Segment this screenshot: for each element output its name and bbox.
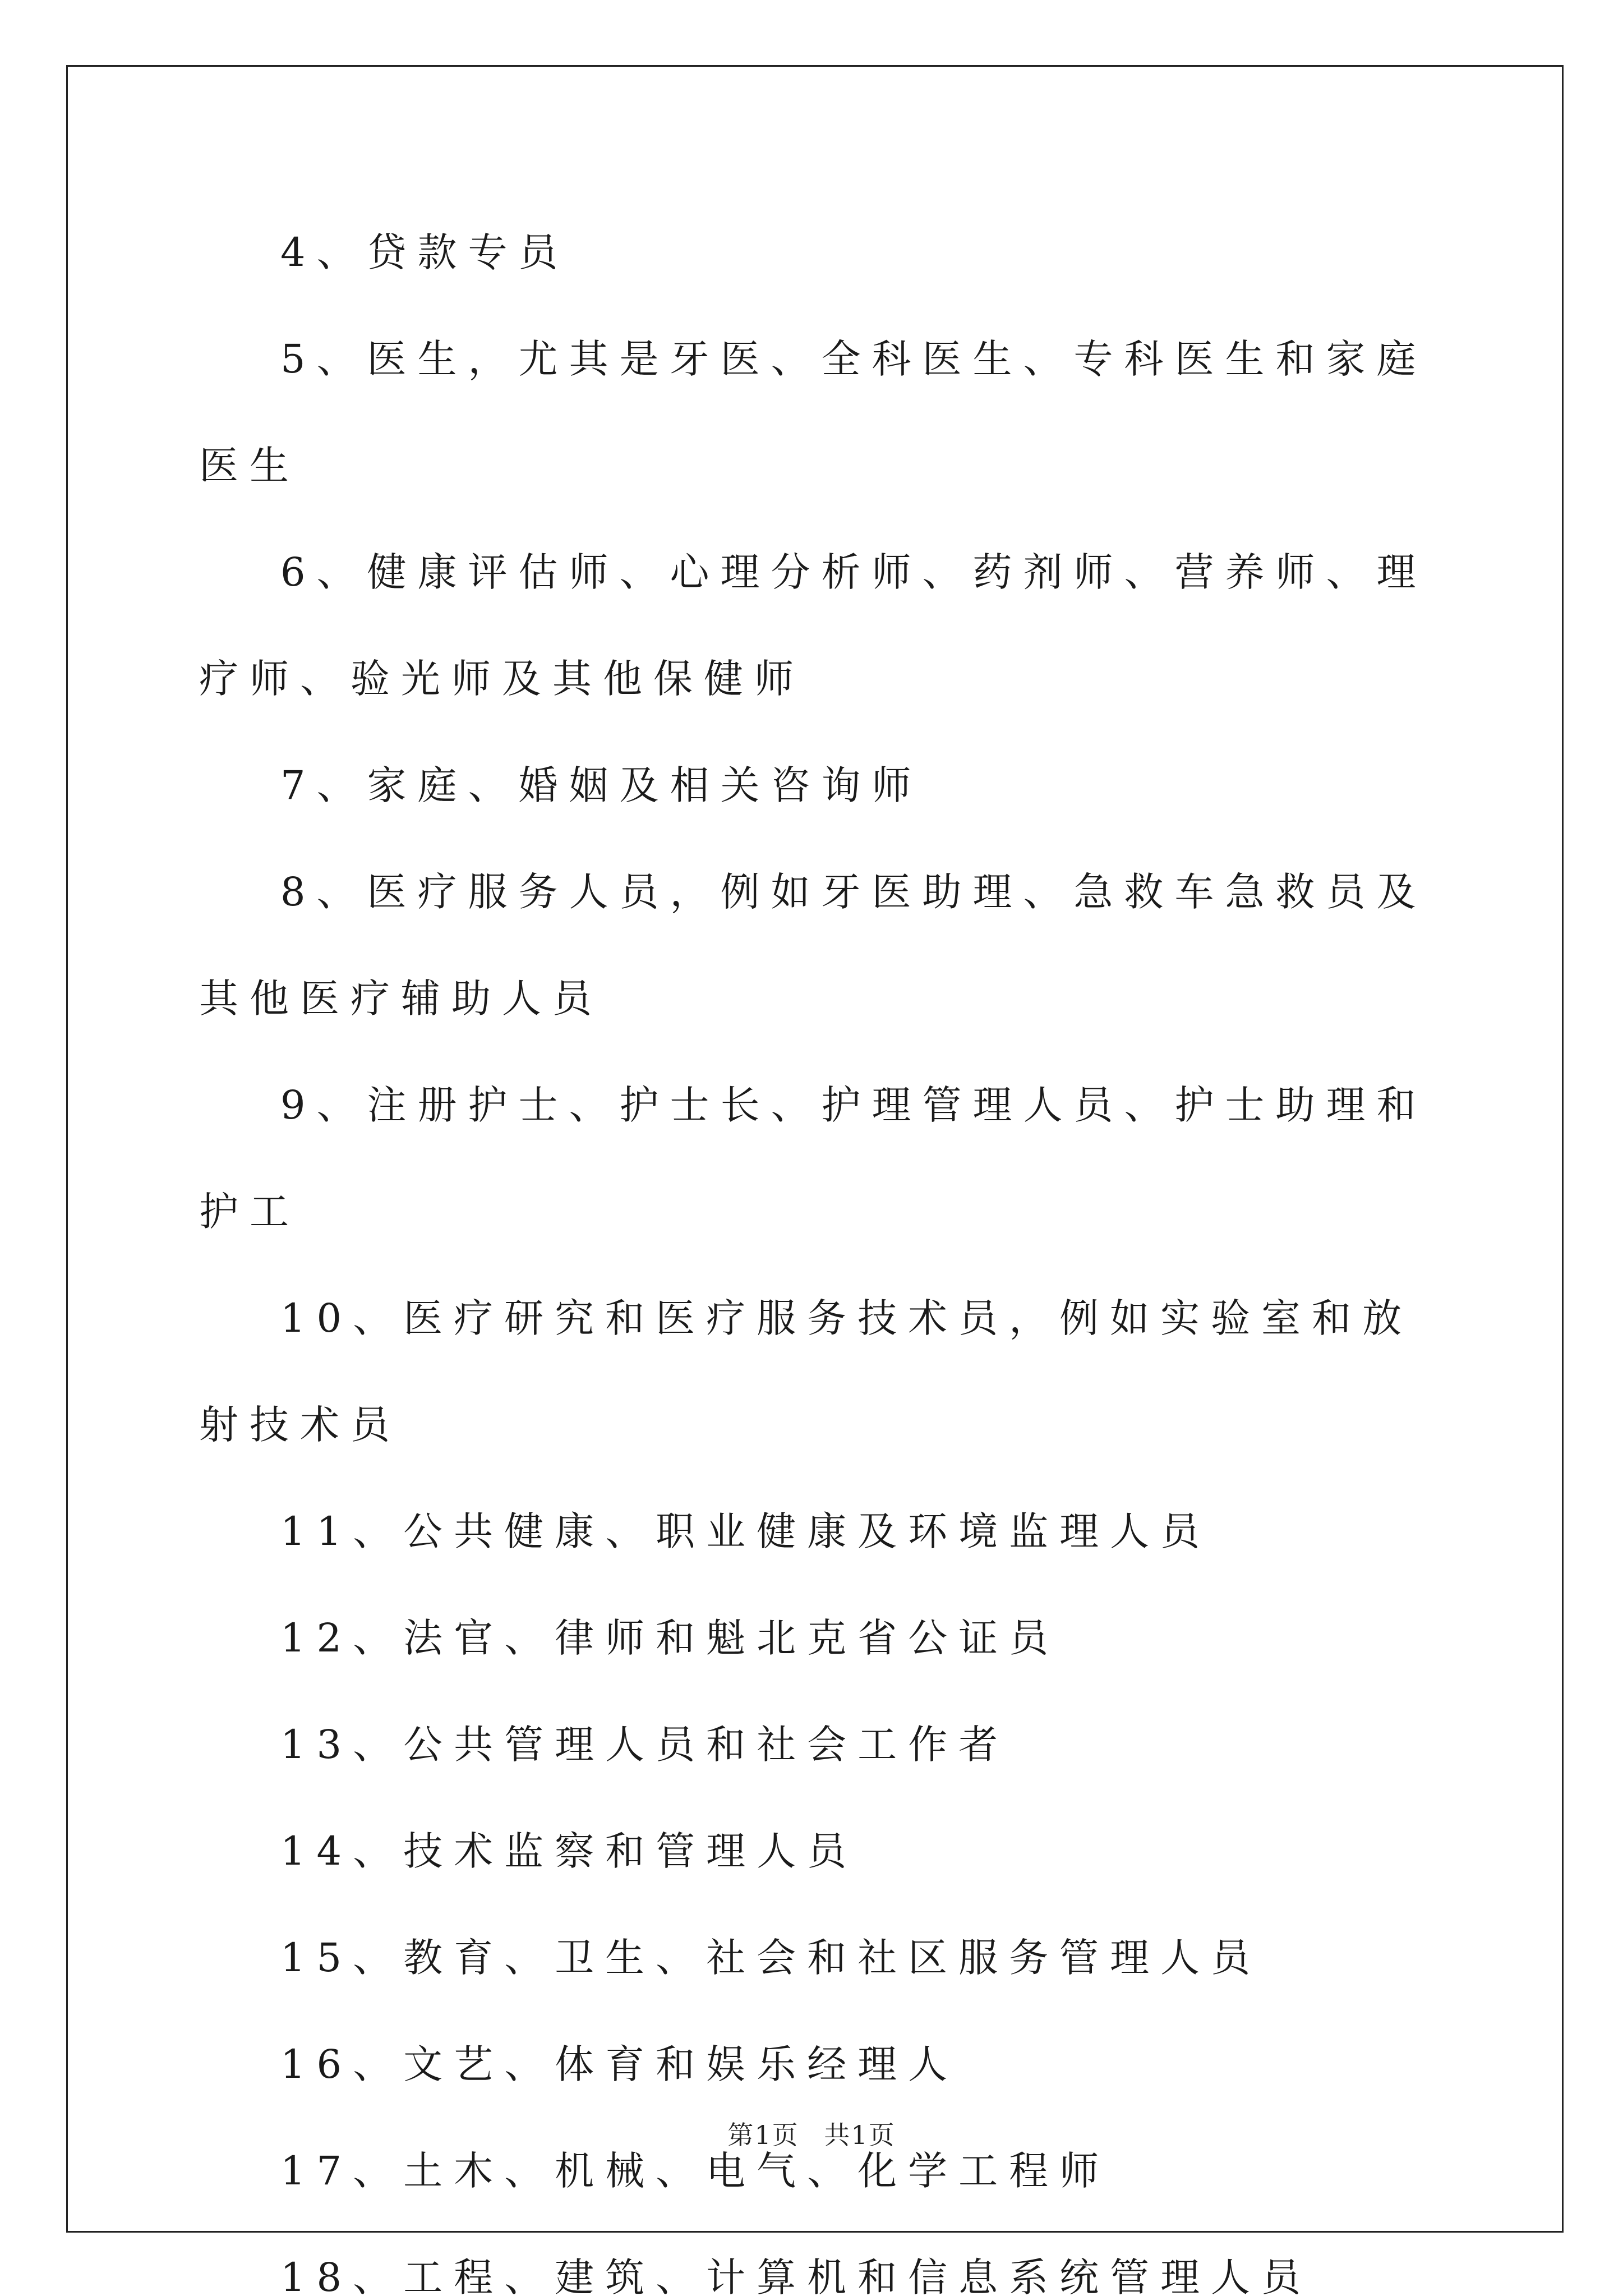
list-item: 9、注册护士、护士长、护理管理人员、护士助理和护工 [199, 1082, 1427, 1235]
list-item: 14、技术监察和管理人员 [280, 1828, 858, 1874]
page-number: 第1页 [727, 2120, 799, 2150]
document-body [199, 199, 1461, 2296]
list-item: 15、教育、卫生、社会和社区服务管理人员 [280, 1935, 1262, 1981]
list-item: 17、土木、机械、电气、化学工程师 [280, 2148, 1110, 2194]
list-item: 16、文艺、体育和娱乐经理人 [280, 2041, 959, 2087]
list-item: 5、医生，尤其是牙医、全科医生、专科医生和家庭医生 [199, 336, 1427, 489]
list-item: 18、工程、建筑、计算机和信息系统管理人员 [280, 2254, 1312, 2296]
list-item: 10、医疗研究和医疗服务技术员，例如实验室和放射技术员 [199, 1295, 1413, 1448]
list-item: 4、贷款专员 [280, 229, 569, 275]
list-item: 8、医疗服务人员，例如牙医助理、急救车急救员及其他医疗辅助人员 [199, 869, 1427, 1022]
list-item: 13、公共管理人员和社会工作者 [280, 1722, 1009, 1768]
list-item: 7、家庭、婚姻及相关咨询师 [280, 762, 923, 808]
list-item: 12、法官、律师和魁北克省公证员 [280, 1615, 1060, 1661]
list-item: 6、健康评估师、心理分析师、药剂师、营养师、理疗师、验光师及其他保健师 [199, 549, 1427, 702]
list-item: 11、公共健康、职业健康及环境监理人员 [280, 1508, 1211, 1554]
page-footer [0, 2118, 1623, 2152]
page-total: 共1页 [824, 2120, 896, 2150]
